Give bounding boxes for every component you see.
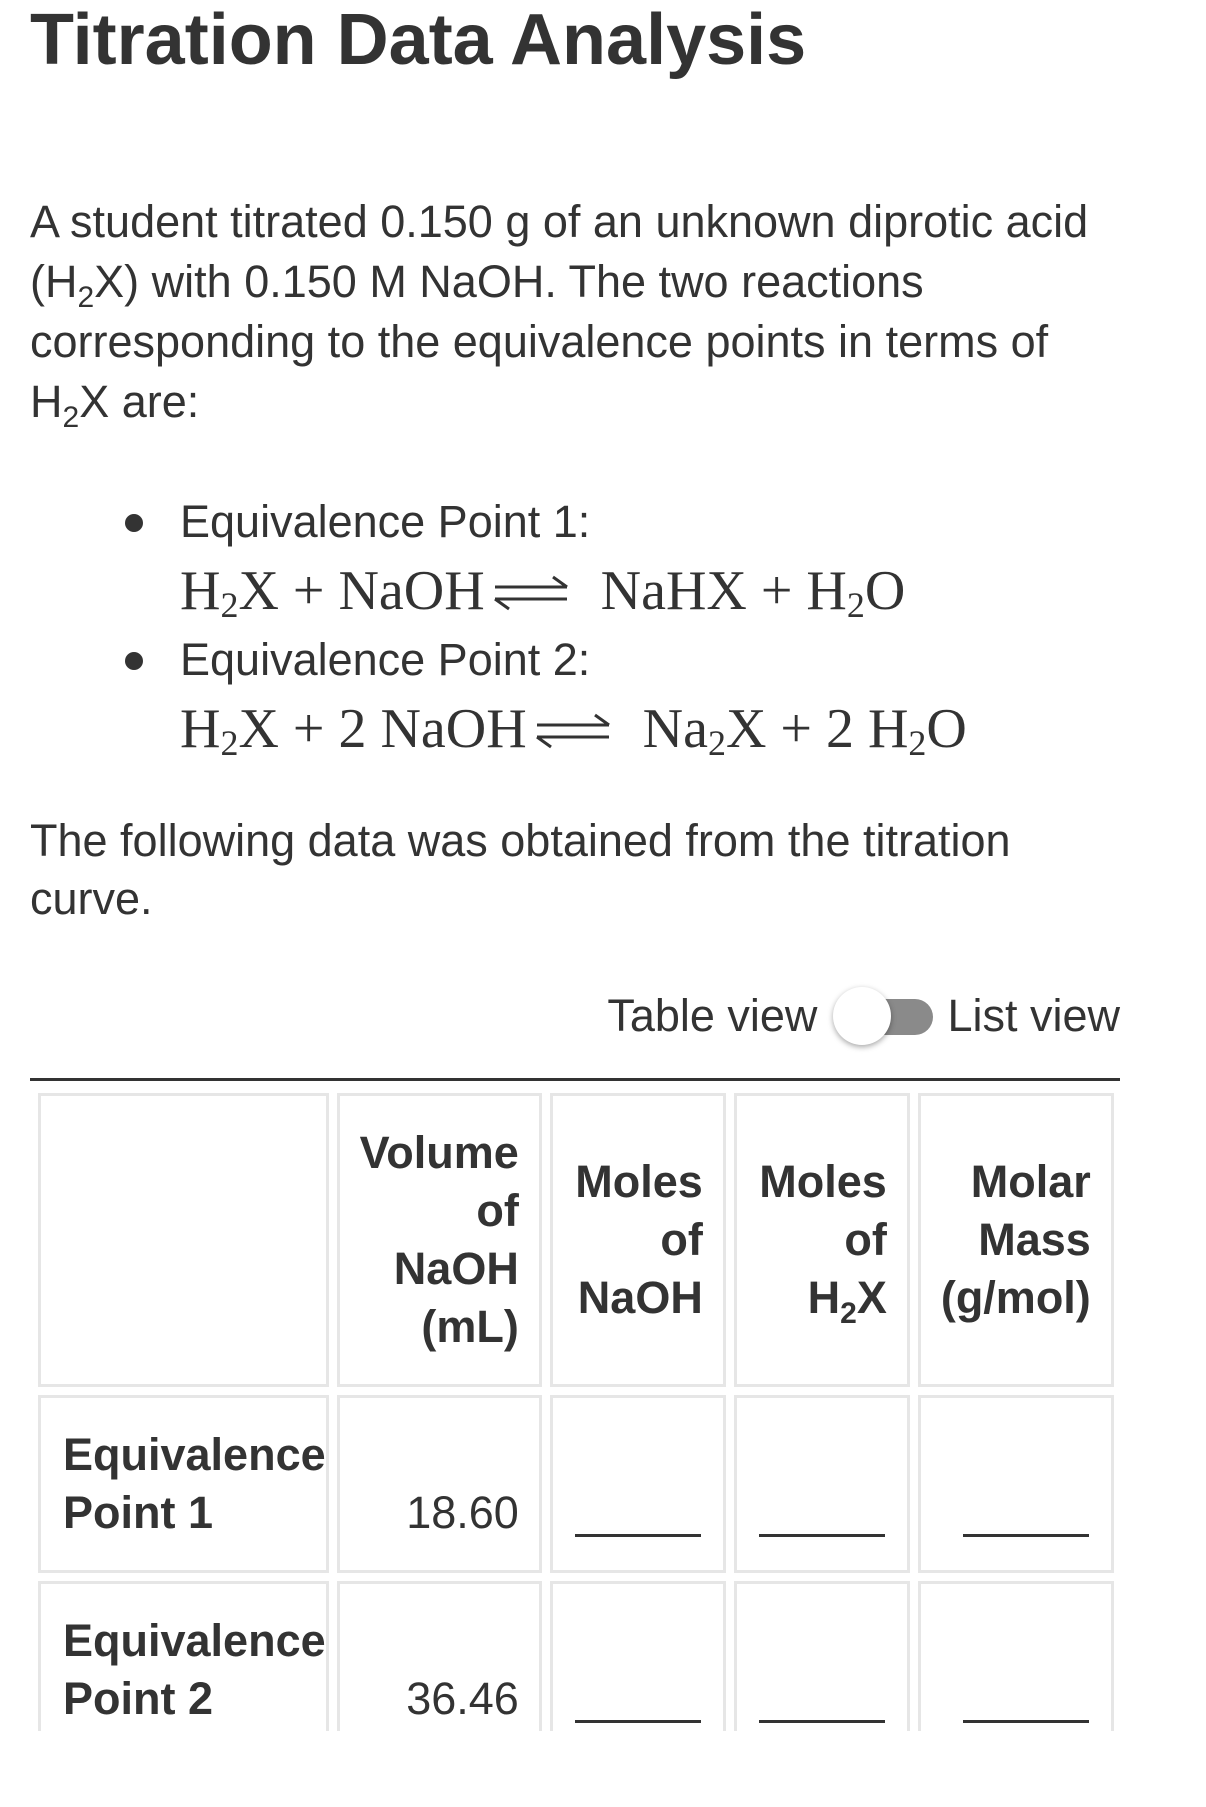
header-text: (g/mol) <box>940 1272 1091 1323</box>
toggle-knob <box>833 987 891 1045</box>
problem-intro <box>30 192 1120 432</box>
answer-blank-line <box>963 1534 1089 1537</box>
header-text-part: of H <box>807 1214 887 1323</box>
product-text: NaHX + H <box>600 560 847 622</box>
product-text: O <box>864 560 906 622</box>
volume-cell: 36.46 <box>337 1581 542 1731</box>
moles-h2x-answer-blank[interactable] <box>734 1395 910 1573</box>
header-text: NaOH <box>393 1243 519 1294</box>
page-title: Titration Data Analysis <box>30 0 807 80</box>
subscript: 2 <box>707 723 726 763</box>
molar-mass-answer-blank[interactable] <box>918 1581 1114 1731</box>
volume-cell: 18.60 <box>337 1395 542 1573</box>
header-empty <box>38 1093 329 1387</box>
answer-blank-line <box>575 1720 701 1723</box>
reactant-text: X + NaOH <box>238 560 485 622</box>
header-text: of <box>476 1185 519 1236</box>
table-view-label[interactable]: Table view <box>607 990 818 1041</box>
answer-blank-line <box>963 1720 1089 1723</box>
row-label-text: Point 2 <box>63 1673 214 1724</box>
header-text: NaOH <box>577 1272 703 1323</box>
table-header-row <box>38 1093 1114 1387</box>
answer-blank-line <box>759 1534 885 1537</box>
header-text: Mass <box>978 1214 1091 1265</box>
equivalence-point-list <box>100 488 1100 764</box>
bullet-icon <box>125 514 143 532</box>
reactant-text: X + 2 NaOH <box>238 698 527 760</box>
equilibrium-arrow-icon <box>531 711 615 751</box>
list-view-label[interactable]: List view <box>947 990 1120 1041</box>
moles-naoh-answer-blank[interactable] <box>550 1395 726 1573</box>
reaction-equation <box>180 694 1100 764</box>
equivalence-point-2 <box>100 626 1100 764</box>
header-text: Molar <box>970 1156 1091 1207</box>
header-text-part: X <box>856 1272 887 1323</box>
view-toggle-switch[interactable] <box>833 993 933 1039</box>
table-row <box>38 1581 1114 1731</box>
intro-text-1: A student titrated 0.150 g of an unknown diprotic acid (H <box>30 196 1089 307</box>
row-label-text: Point 1 <box>63 1487 214 1538</box>
moles-h2x-answer-blank[interactable] <box>734 1581 910 1731</box>
row-label-text: Equivalence <box>63 1615 326 1666</box>
subscript: 2 <box>220 585 239 625</box>
intro-text-3: X are: <box>79 376 200 427</box>
header-text: Moles <box>759 1156 887 1207</box>
molar-mass-answer-blank[interactable] <box>918 1395 1114 1573</box>
product-text: X + 2 H <box>725 698 909 760</box>
equivalence-point-label: Equivalence Point 1: <box>180 496 591 547</box>
header-text: of <box>660 1214 703 1265</box>
data-table <box>30 1085 1120 1731</box>
data-note: The following data was obtained from the titration curve. <box>30 815 1011 924</box>
subscript: 2 <box>846 585 865 625</box>
subscript: 2 <box>220 723 239 763</box>
view-toggle-row <box>607 982 1120 1050</box>
intro-text-2: X) with 0.150 M NaOH. The two reactions corresponding to the equivalence points in terms of H <box>30 256 1049 427</box>
intro-subscript-2: 2 <box>62 401 80 434</box>
header-text: Moles <box>575 1156 703 1207</box>
header-molar-mass <box>918 1093 1114 1387</box>
equilibrium-arrow-icon <box>489 573 573 613</box>
header-volume <box>337 1093 542 1387</box>
moles-naoh-answer-blank[interactable] <box>550 1581 726 1731</box>
answer-blank-line <box>575 1534 701 1537</box>
reaction-equation <box>180 556 1100 626</box>
reactant-text: H <box>180 560 221 622</box>
answer-blank-line <box>759 1720 885 1723</box>
header-moles-naoh <box>550 1093 726 1387</box>
header-text: (mL) <box>421 1301 519 1352</box>
intro-subscript-1: 2 <box>77 281 95 314</box>
table-row <box>38 1395 1114 1573</box>
product-text: Na <box>642 698 708 760</box>
header-text <box>757 1211 887 1330</box>
bullet-icon <box>125 652 143 670</box>
row-label-text: Equivalence <box>63 1429 326 1480</box>
equivalence-point-1 <box>100 488 1100 626</box>
data-table-container <box>30 1078 1120 1731</box>
subscript: 2 <box>908 723 927 763</box>
subscript: 2 <box>840 1297 857 1330</box>
row-label <box>38 1395 329 1573</box>
product-text: O <box>926 698 967 760</box>
header-text: Volume <box>359 1127 519 1178</box>
header-moles-h2x <box>734 1093 910 1387</box>
row-label <box>38 1581 329 1731</box>
equivalence-point-label: Equivalence Point 2: <box>180 634 591 685</box>
reactant-text: H <box>180 698 221 760</box>
